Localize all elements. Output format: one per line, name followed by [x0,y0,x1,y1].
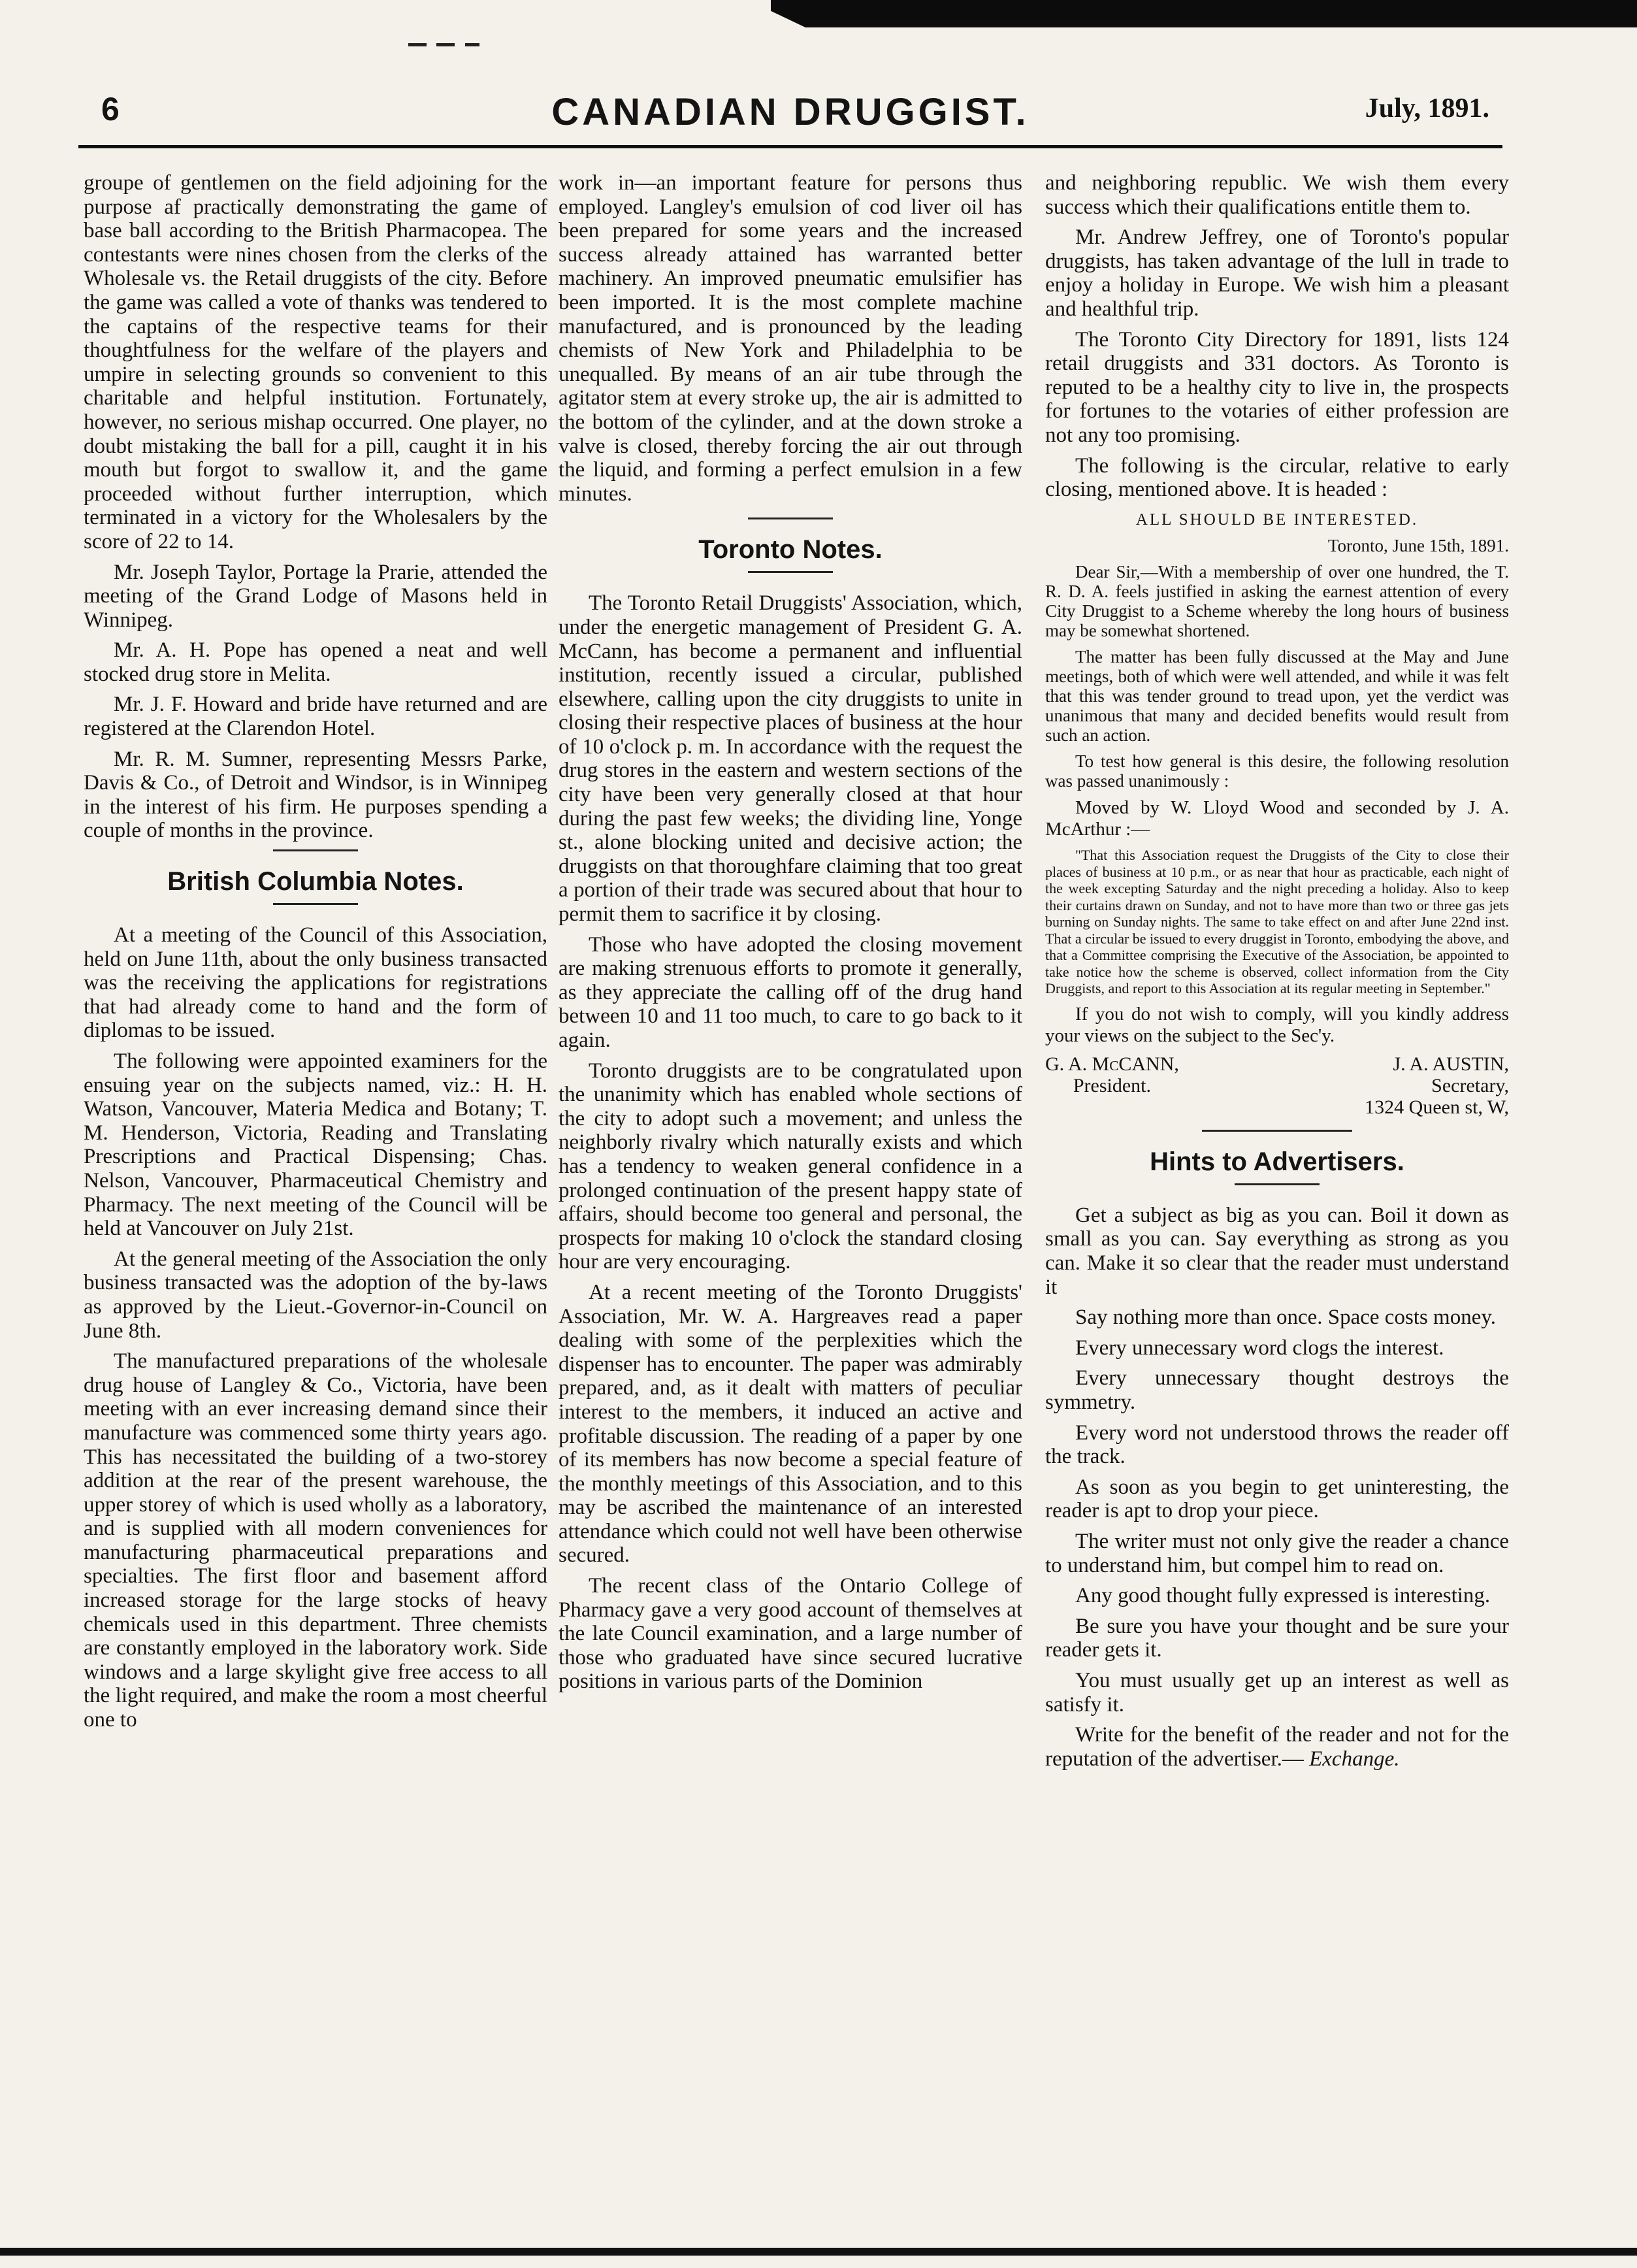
paragraph: and neighboring republic. We wish them every success which their qualifications entitle them to. [1045,171,1509,219]
paragraph: The Toronto City Directory for 1891, lists 124 retail druggists and 331 doctors. As Toronto is reputed to be a healthy city to live in, the prospects for fortunes to the votaries of either profession are not any too promising. [1045,327,1509,447]
page-number: 6 [101,91,120,127]
paragraph-text: Write for the benefit of the reader and not for the reputation of the advertiser.— [1045,1723,1509,1771]
heading-rule [748,571,833,573]
column-2 [559,171,1022,1700]
paragraph: Every unnecessary word clogs the interest. [1075,1336,1444,1360]
resolution-text: "That this Association request the Druggists of the City to close their places of business at 10 p.m., or as near that hour as practicable, each night of the week excepting Saturday and the night preceding a holiday. Also to keep their curtains drawn on Sunday, and not to have more than two or three gas jets burning on Sunday nights. The same to take effect on and after June 22nd inst. That a circular be issued to every druggist in Toronto, embodying the above, and that a Committee comprising the Executive of the Association, be appointed to take notice how the scheme is observed, collect information from the City Druggists, and report to this Association at its regular meeting in September." [1045,847,1509,997]
heading-rule [273,903,358,905]
paragraph: You must usually get up an interest as well as satisfy it. [1045,1668,1509,1717]
top-print-band [771,0,1637,27]
section-rule [1202,1130,1352,1132]
paragraph: Every word not understood throws the reader off the track. [1045,1421,1509,1469]
heading-rule [1235,1183,1320,1185]
page-header [78,90,1502,136]
paragraph: At the general meeting of the Association the only business transacted was the adoption of the by-laws as approved by the Lieut.-Governor-in-Council on June 8th. [84,1247,547,1343]
signature-block [1045,1053,1509,1118]
paragraph: Toronto druggists are to be congratulated upon the unanimity which has enabled whole sections of the city to adopt such a movement; and unless the neighborly rivalry which naturally exists and which has a tendency to weaken general confidence in a prolonged continuation of the present happy state of affairs, should become too general and personal, the prospects for making 10 o'clock the standard closing hour are very encouraging. [559,1059,1022,1274]
paragraph: Be sure you have your thought and be sure your reader gets it. [1045,1614,1509,1662]
signature-secretary [1365,1053,1509,1118]
paragraph: Mr. R. M. Sumner, representing Messrs Parke, Davis & Co., of Detroit and Windsor, is in Winnipeg in the interest of his firm. He purposes spending a couple of months in the province. [84,747,547,843]
circular-paragraph: Dear Sir,—With a membership of over one hundred, the T. R. D. A. feels justified in asking the earnest attention of every City Druggist to a Scheme whereby the long hours of business may be somewhat shortened. [1045,562,1509,641]
signature-president [1045,1053,1179,1118]
section-rule [748,518,833,519]
signature-title: President. [1073,1074,1152,1096]
paragraph [1045,1723,1509,1771]
paragraph: As soon as you begin to get uninteresting, the reader is apt to drop your piece. [1045,1475,1509,1523]
circular-paragraph: To test how general is this desire, the following resolution was passed unanimously : [1045,751,1509,791]
issue-date: July, 1891. [1365,93,1489,123]
signature-name: G. A. McCANN, [1045,1053,1179,1075]
paragraph: Every unnecessary thought destroys the symmetry. [1045,1366,1509,1414]
column-3 [1045,171,1509,1777]
paragraph: work in—an important feature for persons thus employed. Langley's emulsion of cod liver oil has been prepared for some years and the increased success already attained has warranted better machinery. An improved pneumatic emulsifier has been imported. It is the most complete machine manufactured, and is pronounced by the leading chemists of New York and Philadelphia to be unequalled. By means of an air tube through the agitator stem at every stroke up, the air is admitted to the bottom of the cylinder, and at the down stroke a valve is closed, thereby forcing the air out through the liquid, and forming a perfect emulsion in a few minutes. [559,171,1022,506]
paragraph: At a recent meeting of the Toronto Druggists' Association, Mr. W. A. Hargreaves read a paper dealing with some of the perplexities which the dispenser has to encounter. The paper was admirably prepared, and, as it dealt with matters of peculiar interest to the members, it induced an active and profitable discussion. The reading of a paper by one of its members has now become a special feature of the monthly meetings of this Association, and to this may be ascribed the maintenance of an interested attendance which could not well have been otherwise secured. [559,1280,1022,1568]
circular-closing: If you do not wish to comply, will you kindly address your views on the subject to the Sec'y. [1045,1003,1509,1046]
paragraph: The manufactured preparations of the wholesale drug house of Langley & Co., Victoria, have been meeting with an ever increasing demand since their manufacture was commenced some thirty years ago. This has necessitated the building of a two-storey addition at the rear of the present warehouse, the upper storey of which is used wholly as a laboratory, and is supplied with all modern conveniences for manufacturing pharmaceutical preparations and specialties. The first floor and basement afford increased storage for the large stocks of heavy chemicals used in this department. Three chemists are constantly employed in the laboratory work. Side windows and a large skylight give free access to all the light required, and make the room a most cheerful one to [84,1349,547,1732]
journal-title: CANADIAN DRUGGIST. [551,91,1029,133]
signature-title: Secretary, [1431,1074,1509,1096]
signature-address: 1324 Queen st, W, [1365,1096,1509,1118]
paragraph: Mr. J. F. Howard and bride have returned and are registered at the Clarendon Hotel. [84,693,547,741]
section-heading-toronto: Toronto Notes. [698,535,883,565]
paragraph: The writer must not only give the reader a chance to understand him, but compel him to read on. [1045,1529,1509,1577]
circular-dateline: Toronto, June 15th, 1891. [1327,536,1509,556]
source-credit: Exchange. [1309,1747,1400,1771]
paragraph: The Toronto Retail Druggists' Association, which, under the energetic management of President G. A. McCann, has become a permanent and influential institution, recently issued a circular, published elsewhere, calling upon the city druggists to unite in closing their respective places of business at the hour of 10 o'clock p. m. In accordance with the request the drug stores in the eastern and western sections of the city have been very generally closed at that hour during the past few weeks; the dividing line, Yonge st., alone blocking united and decisive action; the druggists on that thoroughfare claiming that too great a portion of their trade was secured about that hour to permit them to sacrifice it by closing. [559,591,1022,927]
section-heading-british-columbia: British Columbia Notes. [167,867,464,896]
top-dash [436,43,455,46]
paragraph: At a meeting of the Council of this Association, held on June 11th, about the only business transacted was the receiving the applications for registrations that had already come to hand and the form of diplomas to be issued. [84,923,547,1043]
paragraph: Get a subject as big as you can. Boil it down as small as you can. Say everything as strong as you can. Make it so clear that the reader must understand it [1045,1203,1509,1299]
paragraph: Those who have adopted the closing movement are making strenuous efforts to promote it generally, as they appreciate the calling off of the drug hand between 10 and 11 too much, to care to go back to it again. [559,932,1022,1052]
circular-moved: Moved by W. Lloyd Wood and seconded by J. A. McArthur :— [1045,797,1509,840]
top-dash [465,43,479,46]
top-dash [408,43,427,46]
signature-name: J. A. AUSTIN, [1393,1053,1509,1075]
paragraph: The following were appointed examiners for the ensuing year on the subjects named, viz.: H. H. Watson, Vancouver, Materia Medica and Botany; T. M. Henderson, Victoria, Reading and Translating Prescriptions and Practical Dispensing; Chas. Nelson, Vancouver, Pharmaceutical Chemistry and Pharmacy. The next meeting of the Council will be held at Vancouver on July 21st. [84,1049,547,1241]
paragraph: The recent class of the Ontario College of Pharmacy gave a very good account of themselves at the late Council examination, and a large number of those who graduated have since secured lucrative positions in various parts of the Dominion [559,1574,1022,1694]
circular-title: ALL SHOULD BE INTERESTED. [1135,510,1419,529]
column-1 [84,171,547,1739]
paragraph: Mr. A. H. Pope has opened a neat and well stocked drug store in Melita. [84,638,547,686]
bottom-print-rule [0,2248,1637,2256]
paragraph: Say nothing more than once. Space costs money. [1075,1306,1496,1330]
paragraph: groupe of gentlemen on the field adjoining for the purpose af practically demonstrating the game of base ball according to the British Pharmacopea. The contestants were nines chosen from the clerks of the Wholesale vs. the Retail druggists of the city. Before the game was called a vote of thanks was tendered to the captains of the respective teams for their thoughtfulness for the welfare of the players and umpire in selecting grounds so convenient to this charitable and helpful institution. Fortunately, however, no serious mishap occurred. One player, no doubt mistaking the ball for a pill, caught it in his mouth but forgot to swallow it, and the game proceeded without further interruption, which terminated in a victory for the Wholesalers by the score of 22 to 14. [84,171,547,553]
paragraph: Mr. Joseph Taylor, Portage la Prarie, attended the meeting of the Grand Lodge of Masons held in Winnipeg. [84,560,547,632]
header-rule [78,145,1502,148]
circular-paragraph: The matter has been fully discussed at the May and June meetings, both of which were well attended, and while it was felt that this was tender ground to tread upon, yet the verdict was unanimous that many and decided benefits would result from such an action. [1045,647,1509,746]
section-heading-hints: Hints to Advertisers. [1150,1147,1404,1176]
paragraph: The following is the circular, relative to early closing, mentioned above. It is headed : [1045,453,1509,502]
paragraph: Any good thought fully expressed is interesting. [1075,1584,1491,1608]
section-rule [273,849,358,851]
paragraph: Mr. Andrew Jeffrey, one of Toronto's popular druggists, has taken advantage of the lull in trade to enjoy a holiday in Europe. We wish him a pleasant and healthful trip. [1045,225,1509,321]
